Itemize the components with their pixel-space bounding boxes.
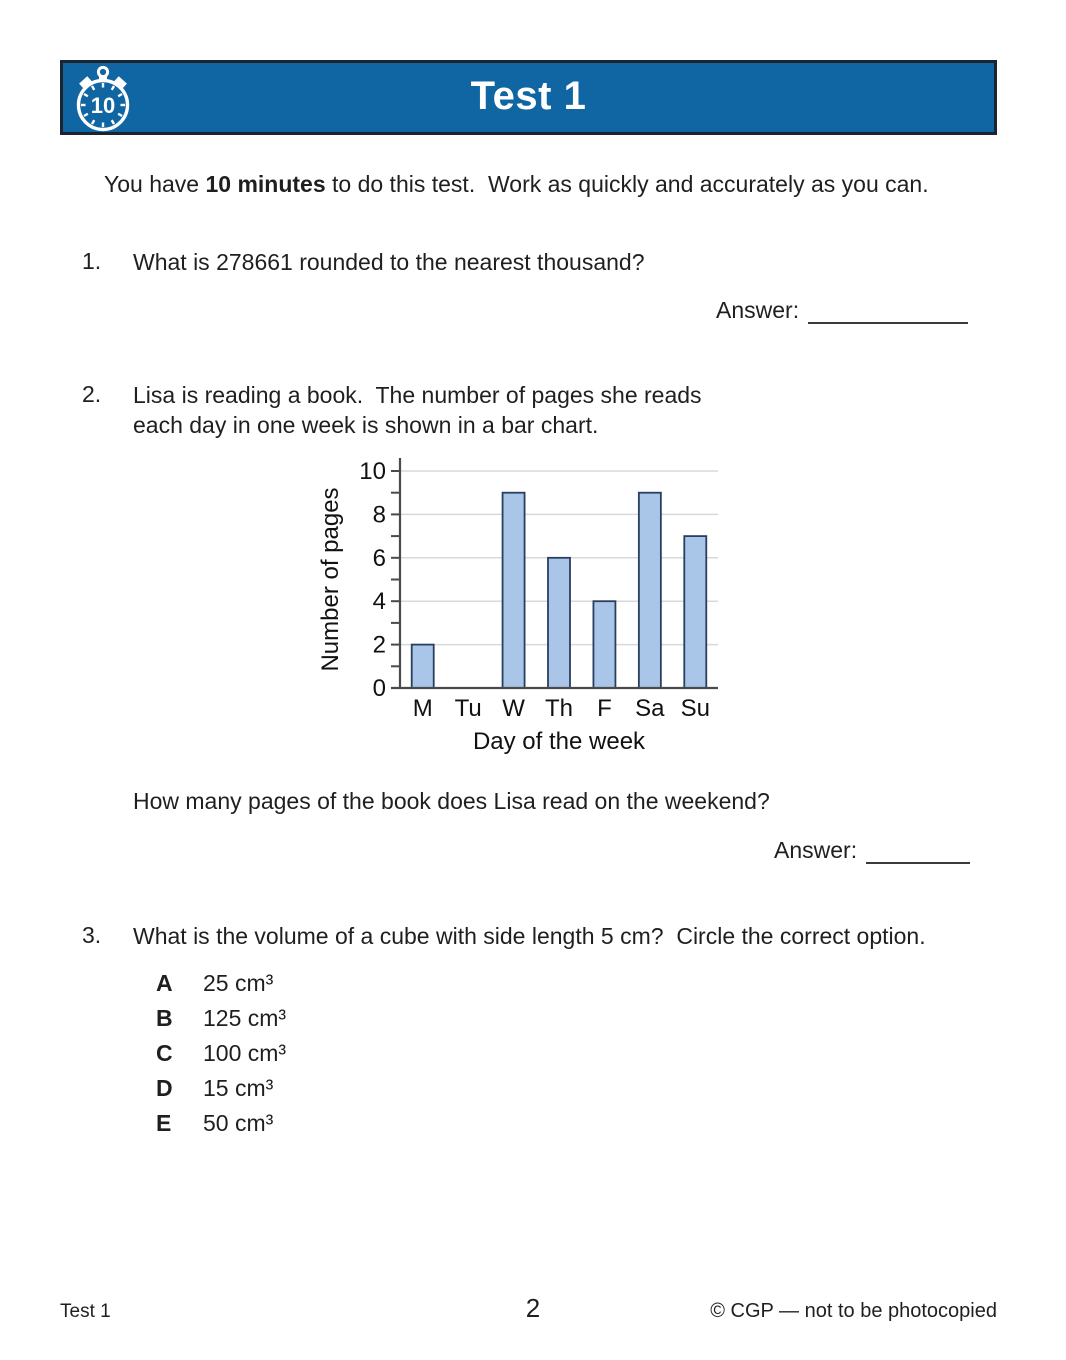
y-tick-label-8: 8	[372, 501, 386, 529]
y-tick-label-4: 4	[372, 588, 386, 616]
option-b-value: 125 cm³	[203, 1005, 287, 1031]
option-d	[156, 1075, 286, 1110]
x-tick-label-Tu: Tu	[454, 695, 482, 722]
option-a	[156, 970, 286, 1005]
x-tick-label-W: W	[502, 695, 525, 722]
bar-Th	[548, 558, 570, 688]
option-b-letter: B	[156, 1005, 173, 1031]
option-c	[156, 1040, 286, 1075]
option-b	[156, 1005, 286, 1040]
bar-Sa	[639, 493, 661, 688]
y-tick-label-2: 2	[372, 631, 386, 659]
intro-time-limit: 10 minutes	[205, 171, 326, 197]
y-tick-label-0: 0	[372, 675, 386, 702]
footer-test-label: Test 1	[60, 1301, 111, 1322]
intro-text	[104, 171, 929, 198]
question-2-text-line2: each day in one week is shown in a bar chart.	[133, 411, 599, 438]
y-tick-label-6: 6	[372, 544, 386, 572]
question-2-text-line1: Lisa is reading a book. The number of pages she reads	[133, 382, 702, 408]
page-title: Test 1	[470, 74, 587, 118]
option-e-letter: E	[156, 1110, 172, 1136]
bar-Su	[684, 536, 706, 688]
question-2-number: 2.	[82, 381, 102, 407]
question-1-text: What is 278661 rounded to the nearest thousand?	[133, 249, 645, 275]
footer-copyright: © CGP — not to be photocopied	[710, 1300, 997, 1322]
x-tick-label-Su: Su	[680, 695, 710, 722]
question-1-number: 1.	[82, 248, 102, 274]
question-2-answer-row	[774, 836, 970, 864]
option-a-letter: A	[156, 970, 173, 996]
bar-W	[503, 493, 525, 688]
stopwatch-minutes: 10	[90, 93, 116, 118]
question-2-text	[133, 381, 702, 440]
y-tick-label-10: 10	[359, 458, 386, 485]
bar-M	[412, 645, 434, 688]
option-c-value: 100 cm³	[203, 1040, 287, 1066]
option-d-value: 15 cm³	[203, 1075, 274, 1101]
question-2-followup-text: How many pages of the book does Lisa read on the weekend?	[133, 788, 770, 814]
question-1-answer-label: Answer:	[716, 297, 800, 323]
question-2-answer-blank	[866, 836, 970, 864]
option-a-value: 25 cm³	[203, 970, 274, 996]
question-2-answer-label: Answer:	[774, 837, 858, 863]
question-3-number: 3.	[82, 922, 102, 948]
intro-pre: You have	[104, 171, 206, 197]
question-3-text: What is the volume of a cube with side length 5 cm? Circle the correct option.	[133, 923, 926, 949]
x-axis-title: Day of the week	[472, 728, 646, 755]
pages-bar-chart	[312, 448, 742, 763]
x-tick-label-Th: Th	[544, 695, 574, 722]
question-1-answer-row	[716, 296, 968, 324]
header-banner	[60, 60, 997, 135]
footer-page-number: 2	[525, 1293, 541, 1323]
option-c-letter: C	[156, 1040, 173, 1066]
question-1-answer-blank	[808, 296, 968, 324]
x-tick-label-M: M	[412, 695, 433, 722]
y-axis-title: Number of pages	[317, 487, 344, 672]
question-3-options	[156, 970, 286, 1145]
intro-post: to do this test. Work as quickly and accurately as you can.	[325, 171, 929, 197]
option-e-value: 50 cm³	[203, 1110, 274, 1136]
option-e	[156, 1110, 286, 1145]
x-tick-label-F: F	[597, 695, 612, 722]
option-d-letter: D	[156, 1075, 173, 1101]
bar-chart-container	[312, 448, 742, 763]
x-tick-label-Sa: Sa	[635, 695, 665, 722]
bar-F	[593, 601, 615, 688]
